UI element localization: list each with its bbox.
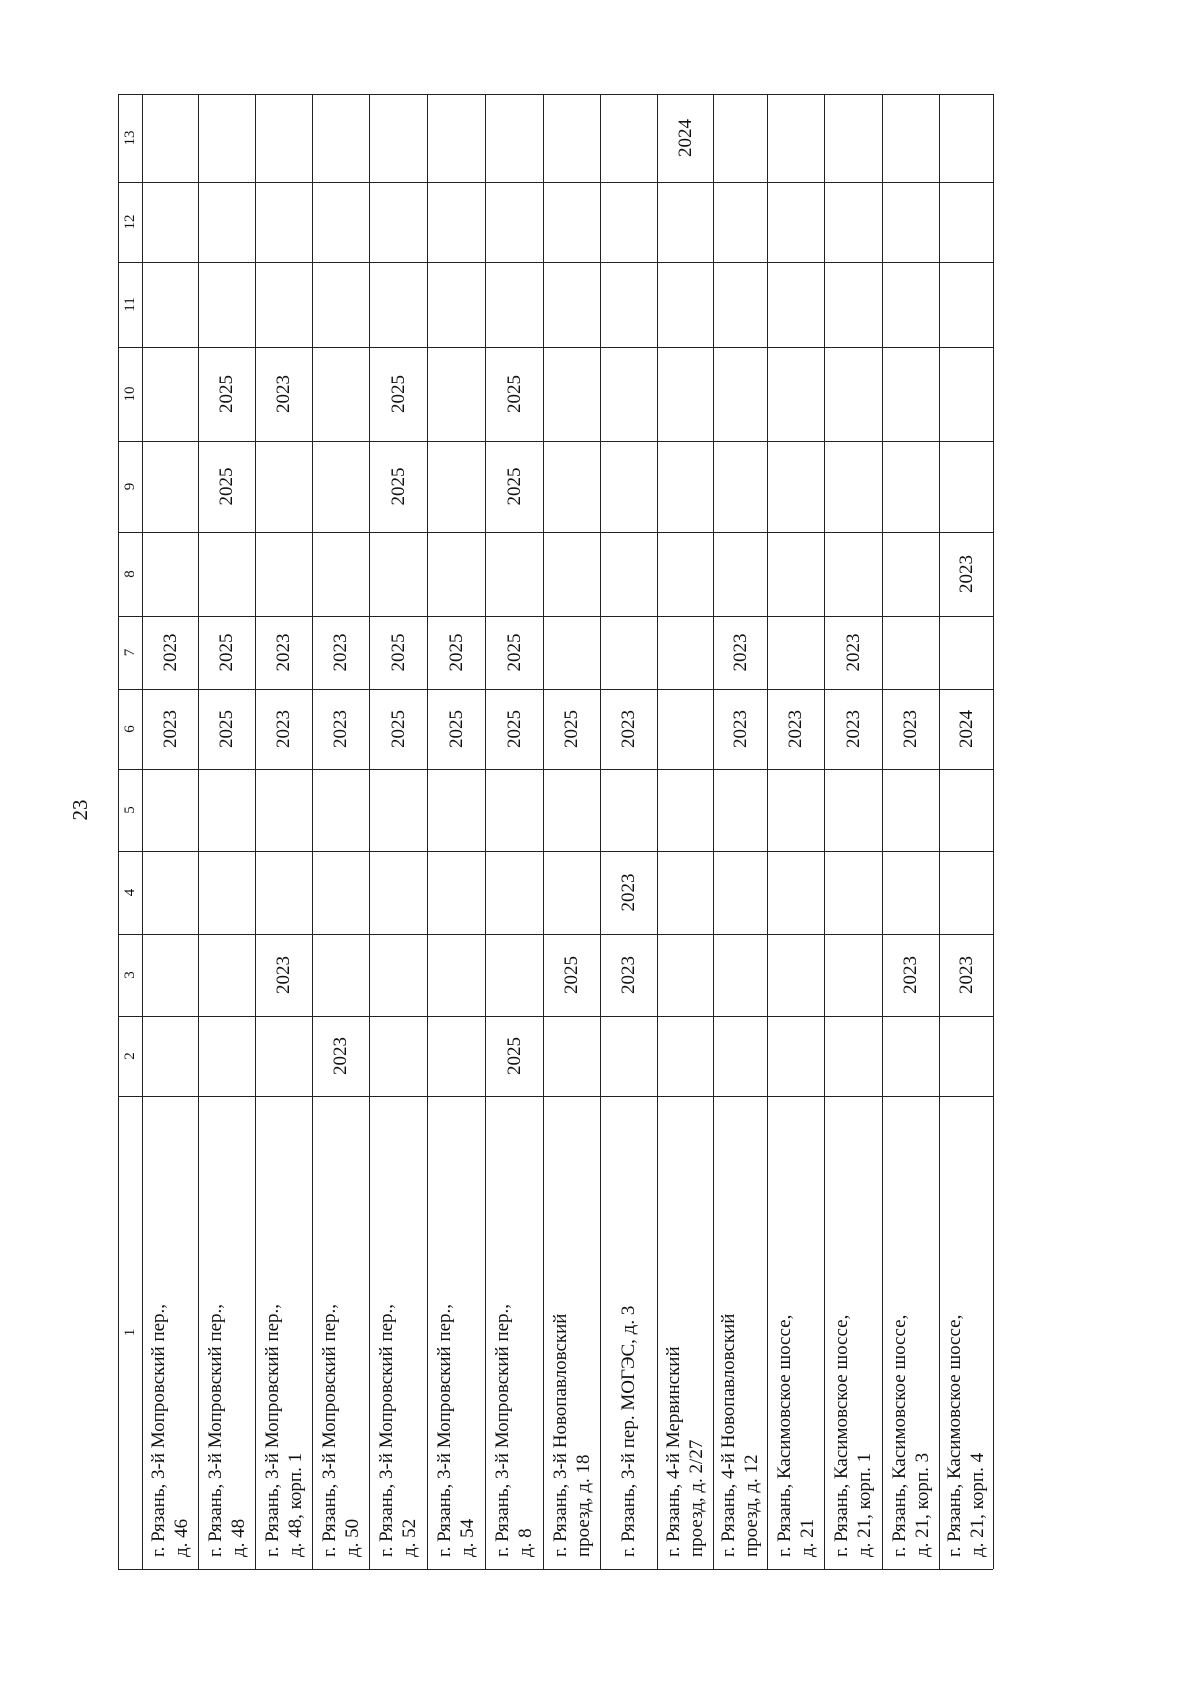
year-cell: 2023 <box>273 375 294 413</box>
address-cell: г. Рязань, Касимовское шоссе, д. 21, корп. 4 <box>944 1314 988 1557</box>
year-cell: 2024 <box>955 710 977 748</box>
year-cell: 2025 <box>503 633 525 672</box>
year-cell: 2025 <box>216 710 237 748</box>
address-cell: г. Рязань, 4-й Мервинский проезд, д. 2/27 <box>663 1346 707 1557</box>
year-cell: 2023 <box>955 956 977 994</box>
year-cell: 2023 <box>729 710 751 748</box>
address-cell: г. Рязань, 3-й Мопровский пер., д. 50 <box>318 1303 363 1557</box>
year-cell: 2025 <box>561 710 582 748</box>
year-cell: 2023 <box>330 1037 351 1075</box>
column-header: 4 <box>121 888 138 897</box>
year-cell: 2025 <box>503 467 525 506</box>
column-header: 9 <box>121 482 138 491</box>
year-cell: 2023 <box>273 633 294 672</box>
address-cell: г. Рязань, 3-й Мопровский пер., д. 52 <box>376 1303 420 1557</box>
address-cell: г. Рязань, 3-й Мопровский пер., д. 48 <box>204 1303 249 1557</box>
year-cell: 2023 <box>273 710 294 748</box>
year-cell: 2024 <box>674 119 696 157</box>
column-header: 12 <box>121 214 138 230</box>
year-cell: 2025 <box>216 375 237 413</box>
column-header: 8 <box>121 570 138 578</box>
year-cell: 2023 <box>842 710 864 748</box>
year-cell: 2025 <box>216 633 237 672</box>
year-cell: 2023 <box>273 956 294 994</box>
column-header: 1 <box>121 1328 138 1337</box>
address-cell: г. Рязань, 3-й Мопровский пер., д. 48, корп. 1 <box>261 1303 306 1557</box>
address-cell: г. Рязань, Касимовское шоссе, д. 21 <box>773 1314 818 1557</box>
year-cell: 2023 <box>900 710 921 748</box>
data-table <box>118 94 1078 1569</box>
year-cell: 2025 <box>387 633 409 672</box>
year-cell: 2023 <box>955 555 977 593</box>
column-header: 10 <box>121 386 138 402</box>
address-cell: г. Рязань, Касимовское шоссе, д. 21, корп. 3 <box>888 1314 933 1557</box>
column-header: 5 <box>121 806 138 814</box>
year-cell: 2023 <box>785 710 806 748</box>
table-column-divider <box>118 851 993 852</box>
table-column-divider <box>118 769 993 770</box>
page-number: 23 <box>68 799 92 821</box>
year-cell: 2025 <box>503 375 525 413</box>
address-cell: г. Рязань, Касимовское шоссе, д. 21, корп. 1 <box>831 1314 875 1557</box>
column-header: 6 <box>121 725 138 733</box>
column-header: 3 <box>121 971 138 979</box>
table-row-divider <box>993 94 994 1569</box>
year-cell: 2025 <box>445 633 467 672</box>
year-cell: 2025 <box>387 375 409 413</box>
year-cell: 2023 <box>159 710 181 748</box>
year-cell: 2025 <box>561 956 582 994</box>
year-cell: 2023 <box>330 633 351 672</box>
address-cell: г. Рязань, 3-й Новопавловский проезд, д. 18 <box>549 1313 594 1557</box>
year-cell: 2023 <box>618 710 639 748</box>
column-header: 13 <box>121 130 138 146</box>
table-column-divider <box>118 94 993 95</box>
year-cell: 2023 <box>159 633 181 672</box>
address-cell: г. Рязань, 3-й Мопровский пер., д. 46 <box>148 1303 192 1557</box>
column-header: 2 <box>121 1052 138 1060</box>
year-cell: 2023 <box>729 633 751 672</box>
year-cell: 2025 <box>503 1037 525 1075</box>
year-cell: 2023 <box>842 633 864 672</box>
column-header: 11 <box>121 297 138 312</box>
address-cell: г. Рязань, 3-й Мопровский пер., д. 54 <box>434 1303 478 1557</box>
year-cell: 2023 <box>330 710 351 748</box>
address-cell: г. Рязань, 3-й пер. МОГЭС, д. 3 <box>618 1305 639 1557</box>
year-cell: 2025 <box>503 710 525 748</box>
table-column-divider <box>118 532 993 533</box>
year-cell: 2023 <box>900 956 921 994</box>
year-cell: 2023 <box>618 873 639 912</box>
year-cell: 2025 <box>216 467 237 506</box>
year-cell: 2025 <box>445 710 467 748</box>
table-column-divider <box>118 182 993 183</box>
table-column-divider <box>118 262 993 263</box>
column-header: 7 <box>121 648 138 657</box>
address-cell: г. Рязань, 4-й Новопавловский проезд, д. 12 <box>718 1313 762 1557</box>
year-cell: 2025 <box>387 467 409 506</box>
year-cell: 2023 <box>618 956 639 994</box>
year-cell: 2025 <box>387 710 409 748</box>
table-column-divider <box>118 1016 993 1017</box>
table-column-divider <box>118 1569 993 1570</box>
address-cell: г. Рязань, 3-й Мопровский пер., д. 8 <box>492 1303 536 1557</box>
